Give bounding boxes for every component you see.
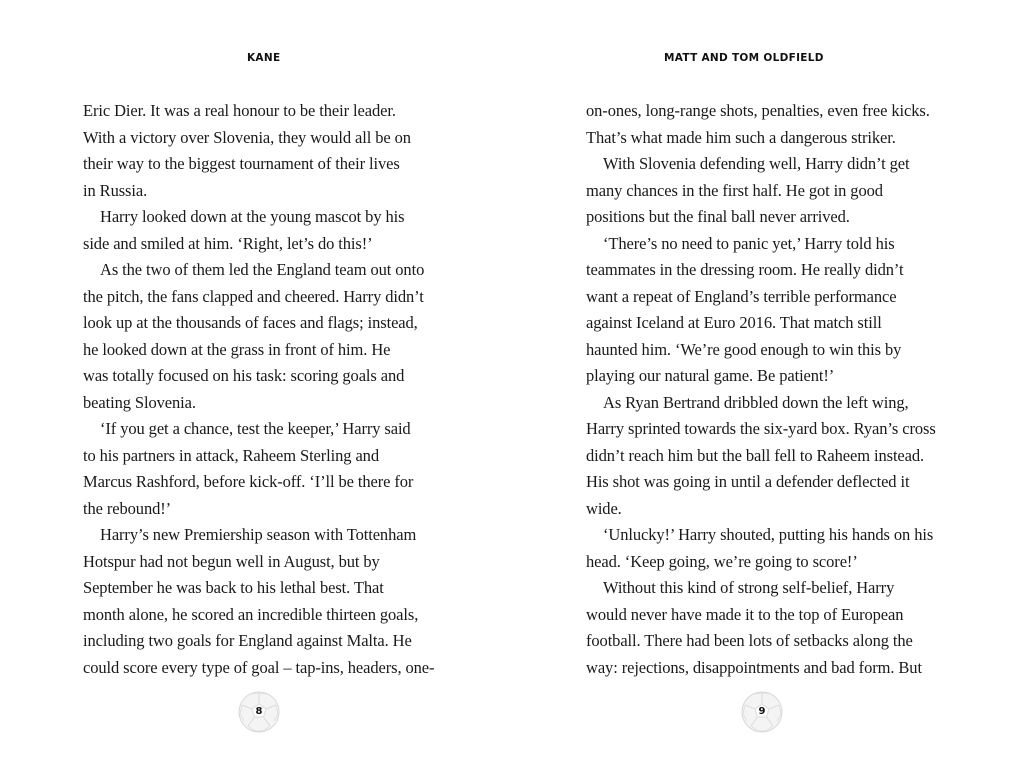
running-head: MATT AND TOM OLDFIELD [664, 52, 824, 64]
running-head: KANE [247, 52, 281, 64]
text-line: many chances in the first half. He got in good [586, 180, 883, 200]
text-line: against Iceland at Euro 2016. That match still [586, 313, 882, 332]
body-text [83, 98, 463, 681]
text-line: he looked down at the grass in front of him. He [83, 339, 391, 359]
text-line: With a victory over Slovenia, they would all be on [83, 127, 411, 147]
page-number: 9 [758, 706, 766, 717]
text-line: beating Slovenia. [83, 392, 196, 412]
text-line: Without this kind of strong self-belief, Harry [603, 578, 895, 597]
text-line: side and smiled at him. ‘Right, let’s do this!’ [83, 233, 373, 253]
text-line: look up at the thousands of faces and flags; instead, [83, 313, 418, 332]
text-line: That’s what made him such a dangerous striker. [586, 127, 896, 147]
right-page [510, 0, 1020, 783]
text-line: ‘Unlucky!’ Harry shouted, putting his hands on his [603, 525, 934, 544]
text-line: ‘If you get a chance, test the keeper,’ Harry said [100, 419, 411, 438]
text-line: With Slovenia defending well, Harry didn’t get [603, 154, 910, 173]
text-line: ‘There’s no need to panic yet,’ Harry told his [603, 233, 895, 253]
text-line: positions but the final ball never arrived. [586, 207, 850, 226]
page-number-badge [237, 690, 281, 734]
text-line: His shot was going in until a defender deflected it [586, 472, 910, 491]
text-line: playing our natural game. Be patient!’ [586, 366, 835, 385]
text-line: could score every type of goal – tap-ins, headers, one- [83, 657, 435, 677]
text-line: didn’t reach him but the ball fell to Raheem instead. [586, 445, 925, 465]
text-line: on-ones, long-range shots, penalties, even free kicks. [586, 101, 930, 120]
text-line: football. There had been lots of setbacks along the [586, 631, 913, 650]
text-line: wide. [586, 498, 622, 518]
text-line: was totally focused on his task: scoring goals and [83, 366, 405, 385]
text-line: As the two of them led the England team out onto [100, 260, 425, 279]
text-line: Harry’s new Premiership season with Tottenham [100, 525, 417, 544]
text-line: want a repeat of England’s terrible performance [586, 286, 897, 306]
text-line: the pitch, the fans clapped and cheered. Harry didn’t [83, 286, 424, 306]
text-line: As Ryan Bertrand dribbled down the left wing, [603, 392, 909, 412]
text-line: Harry looked down at the young mascot by his [100, 207, 405, 226]
text-line: their way to the biggest tournament of their lives [83, 154, 400, 173]
text-line: the rebound!’ [83, 498, 172, 518]
text-line: in Russia. [83, 180, 148, 200]
text-line: head. ‘Keep going, we’re going to score!’ [586, 551, 858, 571]
text-line: haunted him. ‘We’re good enough to win this by [586, 339, 902, 359]
text-line: to his partners in attack, Raheem Sterling and [83, 445, 379, 465]
page-number-badge [740, 690, 784, 734]
text-line: Eric Dier. It was a real honour to be their leader. [83, 101, 396, 120]
text-line: Harry sprinted towards the six-yard box. Ryan’s cross [586, 419, 936, 438]
text-line: Marcus Rashford, before kick-off. ‘I’ll be there for [83, 472, 414, 491]
text-line: Hotspur had not begun well in August, but by [83, 551, 380, 571]
text-line: teammates in the dressing room. He really didn’t [586, 260, 904, 279]
page-number: 8 [255, 706, 263, 717]
text-line: way: rejections, disappointments and bad form. But [586, 657, 922, 677]
text-line: would never have made it to the top of European [586, 604, 904, 624]
body-text [586, 98, 966, 681]
text-line: including two goals for England against Malta. He [83, 631, 412, 650]
text-line: month alone, he scored an incredible thirteen goals, [83, 604, 419, 624]
text-line: September he was back to his lethal best. That [83, 578, 384, 597]
